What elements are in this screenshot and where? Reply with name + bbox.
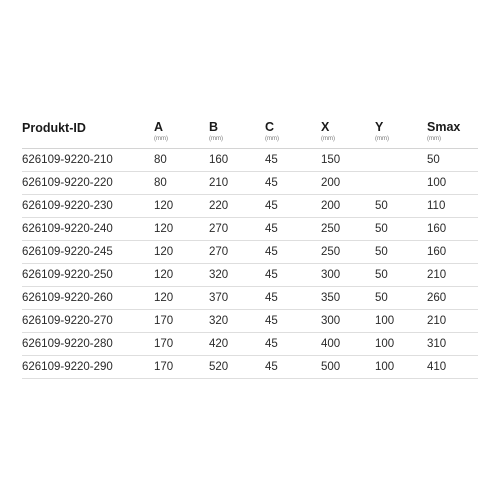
cell-a: 170 [154,310,209,333]
cell-smax: 160 [427,241,478,264]
table-row [22,356,478,379]
table-row [22,241,478,264]
header-label: Y [375,120,384,134]
cell-x: 500 [321,356,375,379]
cell-x: 250 [321,241,375,264]
cell-produkt-id: 626109-9220-290 [22,356,154,379]
cell-produkt-id: 626109-9220-230 [22,195,154,218]
cell-produkt-id: 626109-9220-280 [22,333,154,356]
table-header-row [22,118,478,149]
cell-y: 50 [375,241,427,264]
table-row [22,310,478,333]
cell-a: 80 [154,172,209,195]
cell-c: 45 [265,356,321,379]
cell-c: 45 [265,218,321,241]
cell-x: 150 [321,149,375,172]
cell-produkt-id: 626109-9220-245 [22,241,154,264]
header-unit: (mm) [427,136,441,142]
cell-y: 100 [375,310,427,333]
table-row [22,172,478,195]
cell-smax: 310 [427,333,478,356]
cell-c: 45 [265,195,321,218]
header-unit: (mm) [321,136,335,142]
table-row [22,287,478,310]
header-smax [427,118,478,149]
cell-a: 170 [154,333,209,356]
cell-smax: 260 [427,287,478,310]
cell-smax: 100 [427,172,478,195]
cell-c: 45 [265,241,321,264]
cell-c: 45 [265,264,321,287]
header-y [375,118,427,149]
header-label: X [321,120,330,134]
table-row [22,218,478,241]
cell-a: 120 [154,264,209,287]
cell-x: 200 [321,172,375,195]
header-label: Smax [427,120,461,134]
cell-b: 270 [209,241,265,264]
cell-smax: 410 [427,356,478,379]
table-row [22,264,478,287]
cell-y: 50 [375,264,427,287]
cell-x: 250 [321,218,375,241]
header-unit: (mm) [209,136,223,142]
cell-smax: 50 [427,149,478,172]
cell-b: 220 [209,195,265,218]
cell-y: 50 [375,195,427,218]
cell-y [375,172,427,195]
header-label: B [209,120,219,134]
cell-produkt-id: 626109-9220-240 [22,218,154,241]
product-dimensions-table-container [22,118,478,379]
header-c [265,118,321,149]
cell-a: 120 [154,218,209,241]
cell-smax: 110 [427,195,478,218]
cell-a: 120 [154,241,209,264]
cell-a: 120 [154,287,209,310]
cell-smax: 160 [427,218,478,241]
cell-x: 200 [321,195,375,218]
cell-b: 520 [209,356,265,379]
cell-produkt-id: 626109-9220-210 [22,149,154,172]
header-b [209,118,265,149]
cell-b: 370 [209,287,265,310]
header-unit: (mm) [265,136,279,142]
cell-produkt-id: 626109-9220-220 [22,172,154,195]
cell-c: 45 [265,149,321,172]
cell-a: 170 [154,356,209,379]
cell-b: 420 [209,333,265,356]
header-produkt-id [22,118,154,149]
cell-y: 100 [375,356,427,379]
cell-b: 270 [209,218,265,241]
header-a [154,118,209,149]
cell-b: 320 [209,310,265,333]
table-row [22,195,478,218]
cell-x: 400 [321,333,375,356]
cell-y [375,149,427,172]
header-unit: (mm) [154,136,168,142]
table-row [22,149,478,172]
cell-a: 80 [154,149,209,172]
cell-x: 350 [321,287,375,310]
cell-c: 45 [265,333,321,356]
cell-x: 300 [321,310,375,333]
cell-y: 50 [375,218,427,241]
cell-y: 100 [375,333,427,356]
header-unit: (mm) [375,136,389,142]
table-row [22,333,478,356]
cell-y: 50 [375,287,427,310]
cell-b: 160 [209,149,265,172]
header-x [321,118,375,149]
header-label: A [154,120,164,134]
cell-c: 45 [265,287,321,310]
cell-b: 210 [209,172,265,195]
cell-produkt-id: 626109-9220-270 [22,310,154,333]
cell-a: 120 [154,195,209,218]
cell-smax: 210 [427,264,478,287]
cell-smax: 210 [427,310,478,333]
cell-x: 300 [321,264,375,287]
header-label: C [265,120,275,134]
cell-produkt-id: 626109-9220-250 [22,264,154,287]
cell-b: 320 [209,264,265,287]
cell-c: 45 [265,310,321,333]
cell-produkt-id: 626109-9220-260 [22,287,154,310]
cell-c: 45 [265,172,321,195]
header-label: Produkt-ID [22,121,86,135]
product-dimensions-table [22,118,478,379]
